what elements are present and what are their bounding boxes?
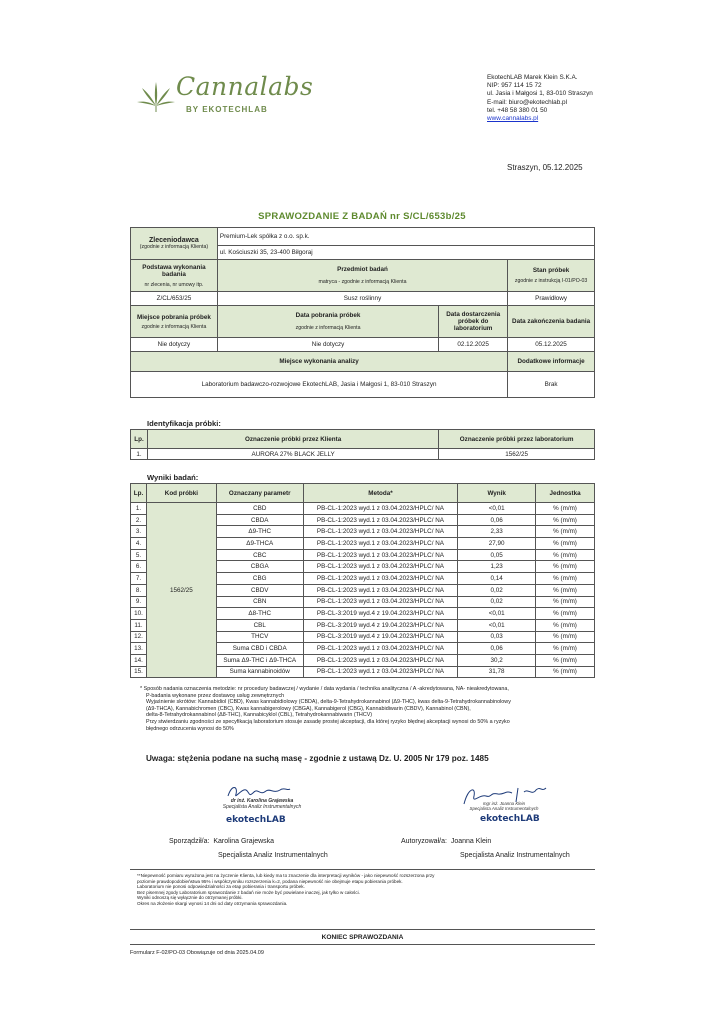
stan-cell: Stan próbek zgodnie z instrukcją I-01/PO-03 [508,260,595,292]
data-pobrania-value: Nie dotyczy [217,338,438,352]
cannabis-leaf-icon [136,82,176,112]
miejsce-value: Nie dotyczy [131,338,218,352]
form-id: Formularz F-02/PO-03 Obowiązuje od dnia 2025.04.09 [130,950,264,956]
uwaga-note: Uwaga: stężenia podane na suchą masę - zgodnie z ustawą Dz. U. 2005 Nr 179 poz. 1485 [146,754,489,763]
col-lp: Lp. [131,430,148,449]
podstawa-cell: Podstawa wykonania badania nr zlecenia, nr umowy itp. [131,260,218,292]
table-row: 7. CBG PB-CL-1:2023 wyd.1 z 03.04.2023/HPLC/ NA 0,14 % (m/m) [131,573,595,585]
report-title: SPRAWOZDANIE Z BADAŃ nr S/CL/653b/25 [258,211,466,222]
dodatkowe-label: Dodatkowe informacje [508,352,595,372]
table-row: 1. 1562/25 CBD PB-CL-1:2023 wyd.1 z 03.04.2023/HPLC/ NA <0,01 % (m/m) [131,503,595,515]
miejsce-analizy-label: Miejsce wykonania analizy [131,352,508,372]
col-lp: Lp. [131,484,147,503]
table-row: 1. AURORA 27% BLACK JELLY 1562/25 [131,449,595,460]
header-table [130,227,595,398]
company-address: ul. Jasia i Małgosi 1, 83-010 Straszyn [487,90,593,98]
authorized-by-role: Specjalista Analiz Instrumentalnych [460,852,570,859]
wyniki-label: Wyniki badań: [147,473,199,482]
company-website-link[interactable]: www.cannalabs.pl [487,115,539,123]
data-dostarczenia-value: 02.12.2025 [439,338,508,352]
table-row: 9. CBN PB-CL-1:2023 wyd.1 z 03.04.2023/HPLC/ NA 0,02 % (m/m) [131,596,595,608]
identyfikacja-table [130,429,595,460]
col-wynik: Wynik [458,484,536,503]
table-row: 5. CBC PB-CL-1:2023 wyd.1 z 03.04.2023/HPLC/ NA 0,05 % (m/m) [131,549,595,561]
przedmiot-value: Susz roślinny [217,292,507,306]
divider [130,929,595,930]
prepared-by-role: Specjalista Analiz Instrumentalnych [218,852,328,859]
table-row: 12. THCV PB-CL-3:2019 wyd.4 z 19.04.2023/HPLC/ NA 0,03 % (m/m) [131,631,595,643]
table-row: 13. Suma CBD i CBDA PB-CL-1:2023 wyd.1 z 03.04.2023/HPLC/ NA 0,06 % (m/m) [131,643,595,655]
company-info [487,74,593,123]
notes: * Sposób nadania oznaczenia metodzie: nr procedury badawczej / wydanie / data wydania / technika analityczna / A -akredytowana, NA- nieakredytowana, P-badania wykonane przez dostawcę usług zewnętrznych Wyjaśnienie skrótów: Kannabidiol (CBD), Kwas kannabidiolowy (CBDA), delta-9-Tetrahydrokannabinol (Δ9-THC), kwas delta-9-Tetrahydrokannabinolowy (Δ9-THCA), Kannabichromen (CBC), Kwas kannabigerolowy (CBGA), Kannabigerol (CBG), Kannabidiwarin (CBDV), Kannabinol (CBN), delta-8-Tetrahydrokannabinol (Δ8-THC), Kannabicyklol (CBL), Tetrahydrokannabiwarin (THCV) Przy stwierdzaniu zgodności ze specyfikacją laboratorium stosuje zasadę prostej akceptacji, dla której ryzyko błędnej akceptacji wynosi do 50% a ryzyko błędnego odrzucenia wynosi do 50% [140,686,511,732]
logo-script: Cannalabs [176,72,314,101]
table-row: 10. Δ8-THC PB-CL-3:2019 wyd.4 z 19.04.2023/HPLC/ NA <0,01 % (m/m) [131,608,595,620]
table-row: 4. Δ9-THCA PB-CL-1:2023 wyd.1 z 03.04.2023/HPLC/ NA 27,90 % (m/m) [131,538,595,550]
zleceniodawca-cell: Zleceniodawca (zgodnie z informacją Klienta) [131,228,218,260]
col-klient: Oznaczenie próbki przez Klienta [147,430,438,449]
footnotes: **Niepewność pomiaru wyrażona jest na życzenie Klienta, lub kiedy ma to znaczenie dla interpretacji wyników - jako niepewność rozszerzona przy poziomie prawdopodobieństwa 95% i współczynniku rozszerzenia k=2, podana niepewność nie obejmuje etapu pobierania próbek. Laboratorium nie ponosi odpowiedzialności za etap pobierania i transportu próbek. Bez pisemnej zgody Laboratorium sprawozdanie z badań nie może być powielane inaczej, jak tylko w całości. Wyniki odnoszą się wyłącznie do otrzymanej próbki. Okres na złożenie skargi wynosi 14 dni od daty otrzymania sprawozdania. [137,873,435,906]
client-address: ul. Kościuszki 35, 23-400 Biłgoraj [217,246,594,260]
wyniki-table [130,483,595,678]
identyfikacja-label: Identyfikacja próbki: [147,419,221,428]
col-jednostka: Jednostka [536,484,595,503]
right-signature-stamp: mgr inż. Joanna Klein Specjalista Analiz Instrumentalnych ekotechLAB [458,784,558,829]
authorized-by: Autoryzował/a: Joanna Klein [401,838,492,845]
data-zakonczenia-value: 05.12.2025 [508,338,595,352]
table-row: 6. CBGA PB-CL-1:2023 wyd.1 z 03.04.2023/HPLC/ NA 1,23 % (m/m) [131,561,595,573]
data-zakonczenia-cell: Data zakończenia badania [508,306,595,338]
col-metoda: Metoda* [303,484,458,503]
company-nip: NIP: 957 114 15 72 [487,82,542,90]
logo-subtitle: BY EKOTECHLAB [186,105,268,114]
table-row: 15. Suma kannabinoidów PB-CL-1:2023 wyd.1 z 03.04.2023/HPLC/ NA 31,78 % (m/m) [131,666,595,678]
company-tel: tel. +48 58 380 01 50 [487,106,548,114]
divider [130,944,595,945]
table-row: 11. CBL PB-CL-3:2019 wyd.4 z 19.04.2023/HPLC/ NA <0,01 % (m/m) [131,619,595,631]
company-name: EkotechLAB Marek Klein S.K.A. [487,74,578,81]
sample-code: 1562/25 [146,503,216,678]
col-param: Oznaczany parametr [216,484,303,503]
client-name: Premium-Lek spółka z o.o. sp.k. [217,228,594,246]
miejsce-analizy-value: Laboratorium badawczo-rozwojowe EkotechLAB, Jasia i Małgosi 1, 83-010 Straszyn [131,372,508,398]
podstawa-value: Z/CL/653/25 [131,292,218,306]
table-row: 14. Suma Δ9-THC i Δ9-THCA PB-CL-1:2023 wyd.1 z 03.04.2023/HPLC/ NA 30,2 % (m/m) [131,654,595,666]
table-row: 2. CBDA PB-CL-1:2023 wyd.1 z 03.04.2023/HPLC/ NA 0,06 % (m/m) [131,514,595,526]
table-row: 8. CBDV PB-CL-1:2023 wyd.1 z 03.04.2023/HPLC/ NA 0,02 % (m/m) [131,584,595,596]
report-end: KONIEC SPRAWOZDANIA [321,934,404,941]
dodatkowe-value: Brak [508,372,595,398]
prepared-by: Sporządził/a: Karolina Grajewska [169,838,275,845]
company-email: E-mail: biuro@ekotechlab.pl [487,98,568,106]
miejsce-cell: Miejsce pobrania próbek zgodnie z informacją Klienta [131,306,218,338]
table-row: 3. Δ9-THC PB-CL-1:2023 wyd.1 z 03.04.2023/HPLC/ NA 2,33 % (m/m) [131,526,595,538]
date-place: Straszyn, 05.12.2025 [507,163,583,172]
col-kod: Kod próbki [146,484,216,503]
left-signature-stamp: dr inż. Karolina Grajewska Specjalista Analiz Instrumentalnych ekotechLAB [212,782,312,827]
przedmiot-cell: Przedmiot badań matryca - zgodnie z informacją Klienta [217,260,507,292]
divider [130,869,595,870]
data-pobrania-cell: Data pobrania próbek zgodnie z informacją Klienta [217,306,438,338]
col-lab: Oznaczenie próbki przez laboratorium [439,430,595,449]
stan-value: Prawidłowy [508,292,595,306]
wyniki-body [131,503,595,678]
data-dostarczenia-cell: Data dostarczenia próbek do laboratorium [439,306,508,338]
logo [136,72,314,122]
